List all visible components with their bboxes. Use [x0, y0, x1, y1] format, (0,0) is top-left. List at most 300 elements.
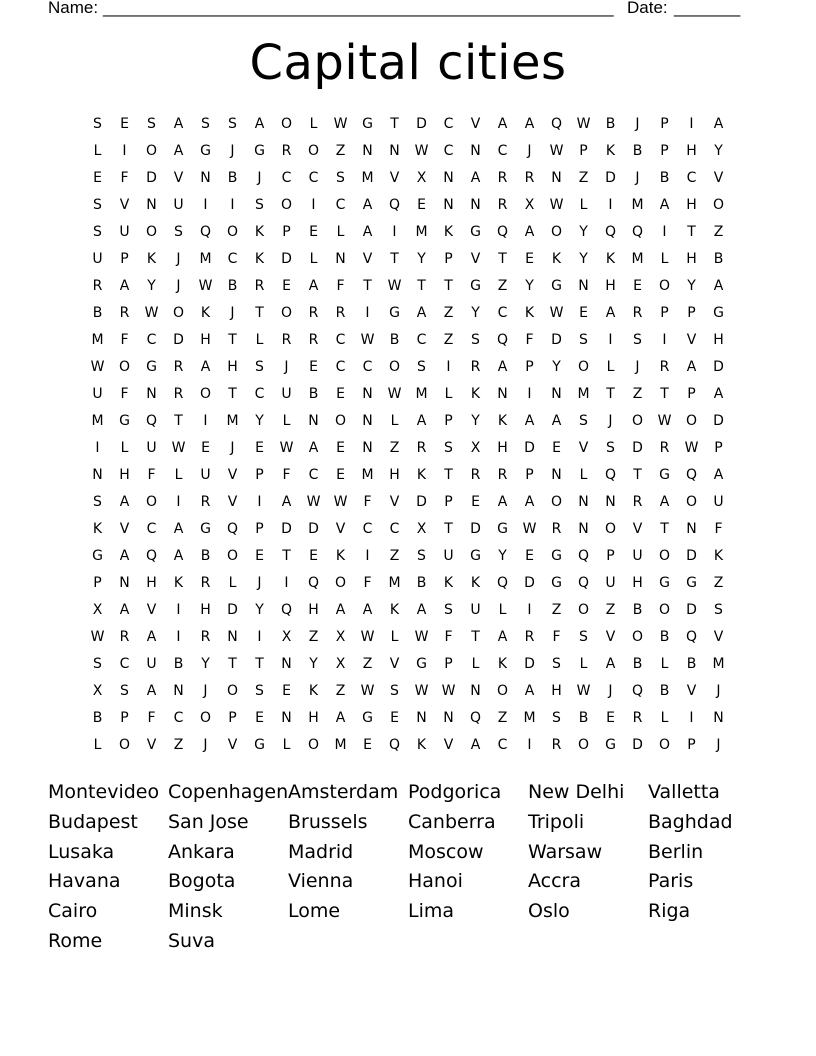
- grid-letter[interactable]: P: [660, 305, 669, 321]
- grid-letter[interactable]: S: [552, 656, 561, 672]
- grid-letter[interactable]: I: [203, 197, 208, 213]
- grid-letter[interactable]: Z: [605, 602, 616, 618]
- grid-letter[interactable]: C: [362, 521, 373, 537]
- grid-letter[interactable]: A: [119, 602, 130, 618]
- grid-letter[interactable]: N: [470, 197, 481, 213]
- grid-letter[interactable]: T: [471, 629, 480, 645]
- grid-letter[interactable]: W: [576, 683, 591, 699]
- grid-letter[interactable]: R: [308, 305, 319, 321]
- grid-letter[interactable]: S: [93, 656, 102, 672]
- grid-letter[interactable]: W: [414, 629, 429, 645]
- grid-letter[interactable]: U: [470, 602, 481, 618]
- grid-letter[interactable]: R: [551, 737, 562, 753]
- grid-letter[interactable]: X: [335, 629, 346, 645]
- grid-letter[interactable]: E: [336, 386, 345, 402]
- grid-letter[interactable]: I: [176, 494, 181, 510]
- grid-letter[interactable]: J: [716, 737, 721, 753]
- grid-letter[interactable]: A: [146, 629, 157, 645]
- grid-letter[interactable]: B: [578, 710, 589, 726]
- grid-letter[interactable]: R: [632, 305, 643, 321]
- grid-letter[interactable]: I: [689, 710, 694, 726]
- grid-letter[interactable]: U: [146, 656, 157, 672]
- grid-letter[interactable]: O: [199, 710, 212, 726]
- grid-letter[interactable]: E: [282, 278, 291, 294]
- grid-letter[interactable]: S: [255, 359, 264, 375]
- grid-letter[interactable]: G: [146, 359, 157, 375]
- grid-letter[interactable]: Y: [471, 413, 480, 429]
- grid-letter[interactable]: T: [660, 521, 669, 537]
- grid-letter[interactable]: E: [120, 116, 129, 132]
- grid-letter[interactable]: Z: [362, 656, 373, 672]
- grid-letter[interactable]: K: [92, 521, 103, 537]
- grid-letter[interactable]: Y: [255, 413, 264, 429]
- grid-letter[interactable]: E: [309, 359, 318, 375]
- grid-letter[interactable]: V: [227, 737, 238, 753]
- grid-letter[interactable]: T: [444, 521, 453, 537]
- grid-letter[interactable]: L: [390, 629, 399, 645]
- grid-letter[interactable]: P: [606, 548, 615, 564]
- grid-letter[interactable]: J: [608, 683, 613, 699]
- grid-letter[interactable]: P: [579, 143, 588, 159]
- grid-letter[interactable]: S: [390, 683, 399, 699]
- grid-letter[interactable]: R: [335, 305, 346, 321]
- grid-letter[interactable]: O: [145, 494, 158, 510]
- grid-letter[interactable]: K: [308, 683, 319, 699]
- grid-letter[interactable]: C: [146, 332, 157, 348]
- grid-letter[interactable]: Q: [496, 332, 509, 348]
- grid-letter[interactable]: W: [549, 305, 564, 321]
- grid-letter[interactable]: B: [659, 170, 670, 186]
- grid-letter[interactable]: M: [361, 467, 374, 483]
- grid-letter[interactable]: G: [605, 737, 616, 753]
- grid-letter[interactable]: O: [577, 737, 590, 753]
- grid-letter[interactable]: O: [685, 494, 698, 510]
- grid-letter[interactable]: W: [522, 521, 537, 537]
- grid-letter[interactable]: S: [714, 602, 723, 618]
- grid-letter[interactable]: X: [92, 683, 103, 699]
- grid-letter[interactable]: B: [659, 683, 670, 699]
- grid-letter[interactable]: N: [308, 413, 319, 429]
- grid-letter[interactable]: B: [389, 332, 400, 348]
- grid-letter[interactable]: J: [635, 170, 640, 186]
- grid-letter[interactable]: S: [93, 494, 102, 510]
- grid-letter[interactable]: A: [173, 116, 184, 132]
- grid-letter[interactable]: J: [230, 440, 235, 456]
- grid-letter[interactable]: L: [390, 413, 399, 429]
- grid-letter[interactable]: T: [687, 224, 696, 240]
- grid-letter[interactable]: L: [579, 467, 588, 483]
- grid-letter[interactable]: M: [631, 197, 644, 213]
- grid-letter[interactable]: E: [390, 710, 399, 726]
- grid-letter[interactable]: D: [524, 656, 535, 672]
- grid-letter[interactable]: A: [524, 224, 535, 240]
- grid-letter[interactable]: G: [659, 467, 670, 483]
- grid-letter[interactable]: A: [470, 170, 481, 186]
- grid-letter[interactable]: E: [471, 494, 480, 510]
- grid-letter[interactable]: R: [200, 575, 211, 591]
- grid-letter[interactable]: H: [497, 440, 508, 456]
- grid-letter[interactable]: R: [281, 143, 292, 159]
- grid-letter[interactable]: D: [524, 575, 535, 591]
- grid-letter[interactable]: B: [416, 575, 427, 591]
- grid-letter[interactable]: Z: [713, 575, 724, 591]
- grid-letter[interactable]: T: [228, 386, 237, 402]
- grid-letter[interactable]: L: [282, 413, 291, 429]
- grid-letter[interactable]: A: [524, 116, 535, 132]
- grid-letter[interactable]: V: [389, 170, 400, 186]
- grid-letter[interactable]: T: [444, 278, 453, 294]
- grid-letter[interactable]: O: [199, 386, 212, 402]
- grid-letter[interactable]: H: [686, 251, 697, 267]
- grid-letter[interactable]: A: [119, 494, 130, 510]
- grid-letter[interactable]: K: [389, 602, 400, 618]
- grid-letter[interactable]: L: [174, 467, 183, 483]
- grid-letter[interactable]: W: [90, 629, 105, 645]
- grid-letter[interactable]: W: [657, 413, 672, 429]
- grid-letter[interactable]: A: [416, 413, 427, 429]
- grid-letter[interactable]: E: [255, 440, 264, 456]
- grid-letter[interactable]: M: [631, 251, 644, 267]
- grid-letter[interactable]: A: [497, 629, 508, 645]
- grid-letter[interactable]: C: [416, 332, 427, 348]
- grid-letter[interactable]: G: [362, 116, 373, 132]
- grid-letter[interactable]: L: [309, 251, 318, 267]
- grid-letter[interactable]: Q: [469, 710, 482, 726]
- grid-letter[interactable]: Q: [388, 737, 401, 753]
- grid-letter[interactable]: D: [227, 602, 238, 618]
- grid-letter[interactable]: P: [525, 467, 534, 483]
- grid-letter[interactable]: N: [443, 197, 454, 213]
- grid-letter[interactable]: K: [416, 737, 427, 753]
- grid-letter[interactable]: A: [551, 413, 562, 429]
- grid-letter[interactable]: H: [119, 467, 130, 483]
- grid-letter[interactable]: G: [254, 737, 265, 753]
- grid-letter[interactable]: R: [416, 440, 427, 456]
- grid-letter[interactable]: C: [497, 305, 508, 321]
- grid-letter[interactable]: A: [713, 116, 724, 132]
- grid-letter[interactable]: H: [713, 332, 724, 348]
- grid-letter[interactable]: R: [551, 521, 562, 537]
- grid-letter[interactable]: R: [632, 710, 643, 726]
- grid-letter[interactable]: D: [470, 521, 481, 537]
- grid-letter[interactable]: Q: [577, 548, 590, 564]
- grid-letter[interactable]: Q: [685, 467, 698, 483]
- grid-letter[interactable]: F: [120, 386, 129, 402]
- grid-letter[interactable]: W: [306, 494, 321, 510]
- grid-letter[interactable]: Y: [687, 278, 696, 294]
- grid-letter[interactable]: V: [173, 170, 184, 186]
- grid-letter[interactable]: G: [470, 278, 481, 294]
- grid-letter[interactable]: O: [658, 278, 671, 294]
- grid-letter[interactable]: L: [660, 251, 669, 267]
- grid-letter[interactable]: F: [363, 575, 372, 591]
- grid-letter[interactable]: A: [659, 494, 670, 510]
- grid-letter[interactable]: Y: [255, 602, 264, 618]
- grid-letter[interactable]: A: [200, 359, 211, 375]
- grid-letter[interactable]: P: [255, 521, 264, 537]
- grid-letter[interactable]: K: [497, 656, 508, 672]
- grid-letter[interactable]: Y: [498, 548, 507, 564]
- grid-letter[interactable]: Q: [226, 521, 239, 537]
- grid-letter[interactable]: O: [307, 143, 320, 159]
- grid-letter[interactable]: C: [362, 359, 373, 375]
- grid-letter[interactable]: V: [119, 521, 130, 537]
- grid-letter[interactable]: A: [659, 197, 670, 213]
- grid-letter[interactable]: O: [280, 116, 293, 132]
- grid-letter[interactable]: V: [227, 494, 238, 510]
- grid-letter[interactable]: P: [444, 413, 453, 429]
- grid-letter[interactable]: L: [93, 737, 102, 753]
- grid-letter[interactable]: Q: [685, 629, 698, 645]
- grid-letter[interactable]: J: [257, 575, 262, 591]
- grid-letter[interactable]: E: [201, 440, 210, 456]
- grid-letter[interactable]: B: [632, 602, 643, 618]
- grid-letter[interactable]: P: [714, 440, 723, 456]
- grid-letter[interactable]: I: [365, 305, 370, 321]
- grid-letter[interactable]: U: [200, 467, 211, 483]
- grid-letter[interactable]: T: [606, 386, 615, 402]
- grid-letter[interactable]: N: [578, 521, 589, 537]
- grid-letter[interactable]: F: [282, 467, 291, 483]
- grid-letter[interactable]: R: [470, 467, 481, 483]
- grid-letter[interactable]: U: [713, 494, 724, 510]
- grid-letter[interactable]: K: [497, 413, 508, 429]
- grid-letter[interactable]: C: [308, 170, 319, 186]
- grid-letter[interactable]: F: [525, 332, 534, 348]
- grid-letter[interactable]: A: [605, 305, 616, 321]
- grid-letter[interactable]: Z: [713, 224, 724, 240]
- grid-letter[interactable]: E: [255, 548, 264, 564]
- grid-letter[interactable]: V: [605, 629, 616, 645]
- grid-letter[interactable]: R: [497, 467, 508, 483]
- grid-letter[interactable]: J: [257, 170, 262, 186]
- grid-letter[interactable]: E: [336, 467, 345, 483]
- grid-letter[interactable]: L: [579, 197, 588, 213]
- grid-letter[interactable]: O: [388, 359, 401, 375]
- grid-letter[interactable]: N: [362, 386, 373, 402]
- grid-letter[interactable]: D: [632, 440, 643, 456]
- grid-letter[interactable]: L: [606, 359, 615, 375]
- grid-letter[interactable]: A: [416, 305, 427, 321]
- grid-letter[interactable]: K: [713, 548, 724, 564]
- grid-letter[interactable]: R: [200, 494, 211, 510]
- grid-letter[interactable]: E: [93, 170, 102, 186]
- grid-letter[interactable]: G: [92, 548, 103, 564]
- grid-letter[interactable]: L: [120, 440, 129, 456]
- grid-letter[interactable]: Y: [714, 143, 723, 159]
- grid-letter[interactable]: N: [443, 170, 454, 186]
- grid-letter[interactable]: J: [284, 359, 289, 375]
- grid-letter[interactable]: W: [387, 278, 402, 294]
- grid-letter[interactable]: T: [282, 548, 291, 564]
- grid-letter[interactable]: J: [230, 143, 235, 159]
- grid-letter[interactable]: Q: [631, 224, 644, 240]
- grid-letter[interactable]: A: [524, 494, 535, 510]
- grid-letter[interactable]: D: [281, 251, 292, 267]
- grid-letter[interactable]: M: [361, 170, 374, 186]
- grid-letter[interactable]: N: [443, 710, 454, 726]
- grid-letter[interactable]: R: [173, 359, 184, 375]
- grid-letter[interactable]: I: [527, 386, 532, 402]
- grid-letter[interactable]: G: [551, 575, 562, 591]
- grid-letter[interactable]: U: [632, 548, 643, 564]
- grid-letter[interactable]: H: [308, 602, 319, 618]
- grid-letter[interactable]: O: [712, 197, 725, 213]
- grid-letter[interactable]: K: [470, 386, 481, 402]
- grid-letter[interactable]: V: [443, 737, 454, 753]
- grid-letter[interactable]: U: [605, 575, 616, 591]
- grid-letter[interactable]: A: [173, 548, 184, 564]
- grid-letter[interactable]: N: [362, 440, 373, 456]
- grid-letter[interactable]: K: [335, 548, 346, 564]
- grid-letter[interactable]: N: [119, 575, 130, 591]
- grid-letter[interactable]: I: [230, 197, 235, 213]
- grid-letter[interactable]: I: [122, 143, 127, 159]
- grid-letter[interactable]: B: [686, 656, 697, 672]
- grid-letter[interactable]: C: [173, 710, 184, 726]
- grid-letter[interactable]: S: [201, 116, 210, 132]
- grid-letter[interactable]: A: [281, 494, 292, 510]
- grid-letter[interactable]: H: [551, 683, 562, 699]
- grid-letter[interactable]: Z: [335, 683, 346, 699]
- grid-letter[interactable]: E: [525, 251, 534, 267]
- grid-letter[interactable]: Q: [604, 224, 617, 240]
- grid-letter[interactable]: R: [497, 197, 508, 213]
- grid-letter[interactable]: S: [255, 197, 264, 213]
- grid-letter[interactable]: R: [281, 332, 292, 348]
- grid-letter[interactable]: J: [203, 683, 208, 699]
- grid-letter[interactable]: W: [279, 440, 294, 456]
- grid-letter[interactable]: O: [685, 413, 698, 429]
- grid-letter[interactable]: T: [417, 278, 426, 294]
- grid-letter[interactable]: N: [713, 710, 724, 726]
- grid-letter[interactable]: D: [686, 602, 697, 618]
- grid-letter[interactable]: C: [281, 170, 292, 186]
- grid-letter[interactable]: A: [497, 359, 508, 375]
- grid-letter[interactable]: A: [119, 278, 130, 294]
- grid-letter[interactable]: W: [414, 143, 429, 159]
- grid-letter[interactable]: I: [257, 494, 262, 510]
- grid-letter[interactable]: A: [713, 278, 724, 294]
- grid-letter[interactable]: O: [496, 683, 509, 699]
- grid-letter[interactable]: S: [606, 440, 615, 456]
- grid-letter[interactable]: B: [227, 278, 238, 294]
- grid-letter[interactable]: T: [255, 305, 264, 321]
- grid-letter[interactable]: A: [173, 521, 184, 537]
- grid-letter[interactable]: A: [335, 602, 346, 618]
- grid-letter[interactable]: I: [662, 332, 667, 348]
- grid-letter[interactable]: Q: [604, 467, 617, 483]
- grid-letter[interactable]: V: [470, 116, 481, 132]
- grid-letter[interactable]: P: [93, 575, 102, 591]
- grid-letter[interactable]: F: [444, 629, 453, 645]
- grid-letter[interactable]: R: [659, 359, 670, 375]
- grid-letter[interactable]: L: [282, 737, 291, 753]
- grid-letter[interactable]: V: [632, 521, 643, 537]
- grid-letter[interactable]: C: [146, 521, 157, 537]
- grid-letter[interactable]: N: [551, 170, 562, 186]
- grid-letter[interactable]: I: [527, 737, 532, 753]
- grid-letter[interactable]: Q: [307, 575, 320, 591]
- grid-letter[interactable]: D: [281, 521, 292, 537]
- grid-letter[interactable]: I: [527, 602, 532, 618]
- grid-letter[interactable]: F: [147, 467, 156, 483]
- grid-letter[interactable]: D: [416, 494, 427, 510]
- grid-letter[interactable]: W: [333, 116, 348, 132]
- grid-letter[interactable]: Z: [308, 629, 319, 645]
- grid-letter[interactable]: A: [605, 656, 616, 672]
- grid-letter[interactable]: E: [525, 548, 534, 564]
- grid-letter[interactable]: H: [200, 332, 211, 348]
- grid-letter[interactable]: N: [416, 710, 427, 726]
- grid-letter[interactable]: M: [415, 224, 428, 240]
- grid-letter[interactable]: G: [119, 413, 130, 429]
- grid-letter[interactable]: G: [200, 521, 211, 537]
- grid-letter[interactable]: E: [363, 737, 372, 753]
- grid-letter[interactable]: W: [549, 143, 564, 159]
- grid-letter[interactable]: O: [550, 494, 563, 510]
- grid-letter[interactable]: O: [631, 413, 644, 429]
- grid-letter[interactable]: R: [659, 440, 670, 456]
- grid-letter[interactable]: R: [119, 305, 130, 321]
- grid-letter[interactable]: D: [524, 440, 535, 456]
- grid-letter[interactable]: P: [255, 467, 264, 483]
- grid-letter[interactable]: I: [176, 602, 181, 618]
- grid-letter[interactable]: N: [551, 467, 562, 483]
- grid-letter[interactable]: O: [631, 629, 644, 645]
- grid-letter[interactable]: O: [226, 548, 239, 564]
- grid-letter[interactable]: B: [713, 251, 724, 267]
- grid-letter[interactable]: M: [91, 332, 104, 348]
- grid-letter[interactable]: W: [576, 116, 591, 132]
- grid-letter[interactable]: P: [660, 116, 669, 132]
- grid-letter[interactable]: U: [443, 548, 454, 564]
- grid-letter[interactable]: A: [686, 359, 697, 375]
- grid-letter[interactable]: O: [550, 224, 563, 240]
- grid-letter[interactable]: V: [713, 170, 724, 186]
- grid-letter[interactable]: A: [497, 494, 508, 510]
- grid-letter[interactable]: P: [120, 251, 129, 267]
- grid-letter[interactable]: W: [684, 440, 699, 456]
- grid-letter[interactable]: S: [633, 332, 642, 348]
- grid-letter[interactable]: P: [444, 251, 453, 267]
- grid-letter[interactable]: W: [144, 305, 159, 321]
- grid-letter[interactable]: W: [171, 440, 186, 456]
- grid-letter[interactable]: K: [605, 251, 616, 267]
- grid-letter[interactable]: B: [605, 116, 616, 132]
- grid-letter[interactable]: Q: [631, 683, 644, 699]
- grid-letter[interactable]: S: [579, 629, 588, 645]
- grid-letter[interactable]: J: [608, 413, 613, 429]
- grid-letter[interactable]: K: [551, 251, 562, 267]
- grid-letter[interactable]: Z: [335, 143, 346, 159]
- grid-letter[interactable]: S: [552, 710, 561, 726]
- grid-letter[interactable]: W: [360, 683, 375, 699]
- grid-letter[interactable]: C: [254, 386, 265, 402]
- grid-letter[interactable]: D: [308, 521, 319, 537]
- grid-letter[interactable]: V: [578, 440, 589, 456]
- grid-letter[interactable]: W: [198, 278, 213, 294]
- grid-letter[interactable]: U: [281, 386, 292, 402]
- grid-letter[interactable]: T: [174, 413, 183, 429]
- grid-letter[interactable]: M: [388, 575, 401, 591]
- grid-letter[interactable]: I: [689, 116, 694, 132]
- grid-letter[interactable]: M: [334, 737, 347, 753]
- grid-letter[interactable]: D: [713, 413, 724, 429]
- grid-letter[interactable]: R: [119, 629, 130, 645]
- grid-letter[interactable]: Y: [147, 278, 156, 294]
- grid-letter[interactable]: G: [362, 710, 373, 726]
